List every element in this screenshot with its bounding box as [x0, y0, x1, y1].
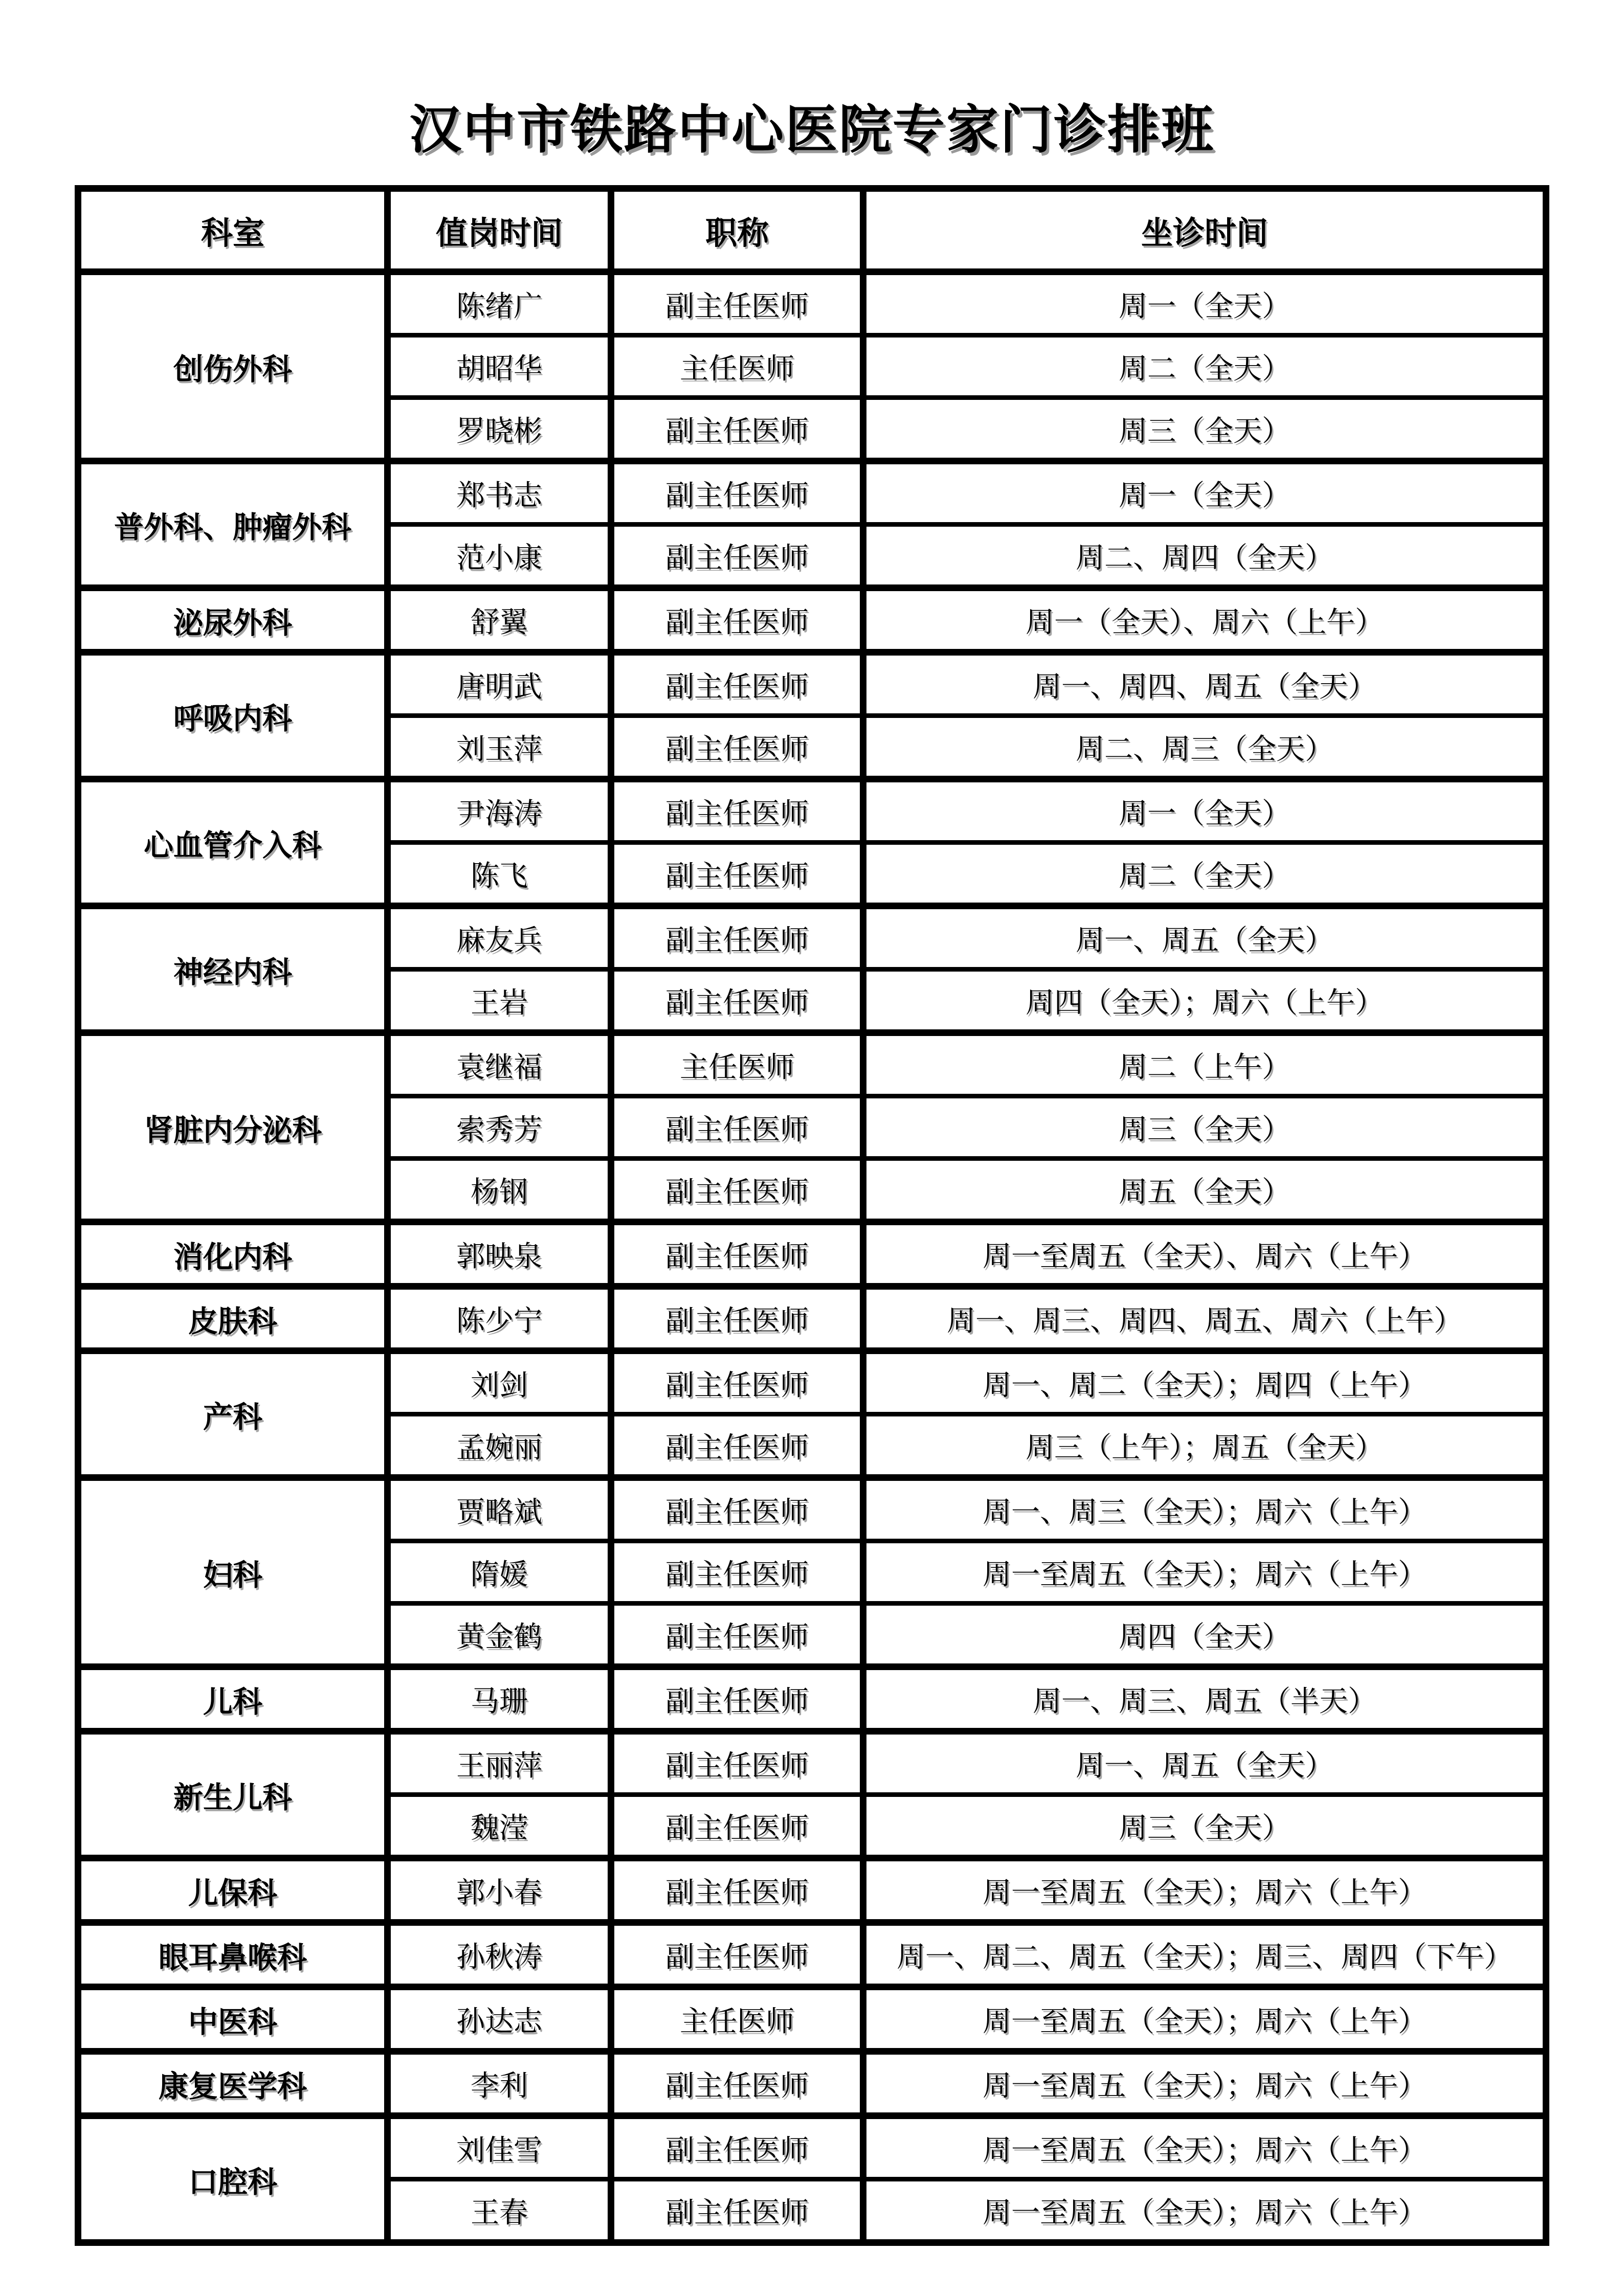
doctor-name-cell: 孙秋涛: [388, 1923, 611, 1987]
schedule-cell: 周一（全天）: [863, 461, 1546, 525]
table-row: [78, 1987, 1546, 2052]
table-row: [78, 906, 1546, 970]
schedule-cell: 周一（全天）: [863, 779, 1546, 843]
doctor-title-cell: 副主任医师: [611, 1096, 863, 1159]
schedule-cell: 周一至周五（全天）；周六（上午）: [863, 1987, 1546, 2052]
schedule-cell: 周一、周三（全天）；周六（上午）: [863, 1478, 1546, 1541]
header-row: [78, 189, 1546, 272]
schedule-cell: 周一、周四、周五（全天）: [863, 652, 1546, 716]
doctor-title-cell: 副主任医师: [611, 1414, 863, 1478]
department-cell: 新生儿科: [78, 1731, 388, 1858]
doctor-name-cell: 罗晓彬: [388, 398, 611, 461]
doctor-name-cell: 陈少宁: [388, 1287, 611, 1351]
schedule-cell: 周二（全天）: [863, 843, 1546, 906]
doctor-name-cell: 舒翼: [388, 588, 611, 652]
doctor-title-cell: 副主任医师: [611, 1667, 863, 1731]
doctor-title-cell: 副主任医师: [611, 906, 863, 970]
department-cell: 眼耳鼻喉科: [78, 1923, 388, 1987]
doctor-name-cell: 范小康: [388, 525, 611, 588]
table-row: [78, 588, 1546, 652]
doctor-title-cell: 副主任医师: [611, 1858, 863, 1923]
doctor-title-cell: 副主任医师: [611, 1541, 863, 1604]
column-header-title: 职称: [611, 189, 863, 272]
schedule-table-body: [78, 272, 1546, 2243]
doctor-name-cell: 刘剑: [388, 1351, 611, 1414]
schedule-cell: 周一、周五（全天）: [863, 1731, 1546, 1795]
doctor-name-cell: 索秀芳: [388, 1096, 611, 1159]
schedule-cell: 周一、周二（全天）；周四（上午）: [863, 1351, 1546, 1414]
table-row: [78, 2116, 1546, 2179]
schedule-cell: 周二、周三（全天）: [863, 716, 1546, 779]
page-title: 汉中市铁路中心医院专家门诊排班: [409, 102, 1215, 160]
schedule-cell: 周三（全天）: [863, 398, 1546, 461]
table-row: [78, 1858, 1546, 1923]
doctor-name-cell: 隋媛: [388, 1541, 611, 1604]
doctor-name-cell: 杨钢: [388, 1159, 611, 1222]
table-row: [78, 652, 1546, 716]
doctor-title-cell: 副主任医师: [611, 1795, 863, 1858]
doctor-title-cell: 副主任医师: [611, 779, 863, 843]
schedule-cell: 周一、周三、周五（半天）: [863, 1667, 1546, 1731]
doctor-name-cell: 胡昭华: [388, 335, 611, 398]
doctor-name-cell: 马珊: [388, 1667, 611, 1731]
table-row: [78, 1731, 1546, 1795]
doctor-title-cell: 副主任医师: [611, 398, 863, 461]
doctor-title-cell: 副主任医师: [611, 1287, 863, 1351]
schedule-cell: 周一至周五（全天）；周六（上午）: [863, 2116, 1546, 2179]
doctor-name-cell: 袁继福: [388, 1033, 611, 1096]
department-cell: 康复医学科: [78, 2052, 388, 2116]
department-cell: 皮肤科: [78, 1287, 388, 1351]
doctor-title-cell: 主任医师: [611, 1033, 863, 1096]
doctor-name-cell: 尹海涛: [388, 779, 611, 843]
schedule-cell: 周一至周五（全天）；周六（上午）: [863, 1541, 1546, 1604]
doctor-name-cell: 黄金鹤: [388, 1604, 611, 1667]
schedule-cell: 周一、周三、周四、周五、周六（上午）: [863, 1287, 1546, 1351]
department-cell: 口腔科: [78, 2116, 388, 2243]
table-row: [78, 1923, 1546, 1987]
doctor-title-cell: 副主任医师: [611, 272, 863, 335]
schedule-cell: 周一至周五（全天）；周六（上午）: [863, 2179, 1546, 2243]
table-row: [78, 461, 1546, 525]
column-header-consult-time: 坐诊时间: [863, 189, 1546, 272]
doctor-title-cell: 副主任医师: [611, 588, 863, 652]
table-row: [78, 1478, 1546, 1541]
department-cell: 消化内科: [78, 1222, 388, 1287]
department-cell: 妇科: [78, 1478, 388, 1667]
doctor-title-cell: 副主任医师: [611, 843, 863, 906]
schedule-table: [75, 185, 1549, 2246]
department-cell: 心血管介入科: [78, 779, 388, 906]
doctor-title-cell: 副主任医师: [611, 525, 863, 588]
doctor-name-cell: 郑书志: [388, 461, 611, 525]
doctor-name-cell: 孟婉丽: [388, 1414, 611, 1478]
department-cell: 产科: [78, 1351, 388, 1478]
doctor-title-cell: 副主任医师: [611, 1222, 863, 1287]
column-header-duty-time: 值岗时间: [388, 189, 611, 272]
schedule-cell: 周三（全天）: [863, 1096, 1546, 1159]
doctor-title-cell: 副主任医师: [611, 1604, 863, 1667]
schedule-cell: 周二（全天）: [863, 335, 1546, 398]
doctor-title-cell: 主任医师: [611, 1987, 863, 2052]
schedule-cell: 周三（上午）；周五（全天）: [863, 1414, 1546, 1478]
table-row: [78, 272, 1546, 335]
table-row: [78, 1033, 1546, 1096]
doctor-name-cell: 王春: [388, 2179, 611, 2243]
doctor-title-cell: 主任医师: [611, 335, 863, 398]
doctor-title-cell: 副主任医师: [611, 2116, 863, 2179]
doctor-title-cell: 副主任医师: [611, 2179, 863, 2243]
schedule-cell: 周一至周五（全天）；周六（上午）: [863, 2052, 1546, 2116]
schedule-cell: 周一至周五（全天）、周六（上午）: [863, 1222, 1546, 1287]
table-row: [78, 1287, 1546, 1351]
table-row: [78, 1667, 1546, 1731]
column-header-department: 科室: [78, 189, 388, 272]
schedule-cell: 周一、周五（全天）: [863, 906, 1546, 970]
department-cell: 肾脏内分泌科: [78, 1033, 388, 1222]
table-header: [78, 189, 1546, 272]
doctor-name-cell: 李利: [388, 2052, 611, 2116]
schedule-cell: 周四（全天）: [863, 1604, 1546, 1667]
department-cell: 创伤外科: [78, 272, 388, 461]
doctor-name-cell: 郭映泉: [388, 1222, 611, 1287]
doctor-title-cell: 副主任医师: [611, 1478, 863, 1541]
doctor-title-cell: 副主任医师: [611, 716, 863, 779]
table-row: [78, 779, 1546, 843]
doctor-title-cell: 副主任医师: [611, 1159, 863, 1222]
doctor-name-cell: 唐明武: [388, 652, 611, 716]
department-cell: 普外科、肿瘤外科: [78, 461, 388, 588]
doctor-title-cell: 副主任医师: [611, 652, 863, 716]
department-cell: 神经内科: [78, 906, 388, 1033]
department-cell: 儿保科: [78, 1858, 388, 1923]
doctor-name-cell: 麻友兵: [388, 906, 611, 970]
schedule-cell: 周一至周五（全天）；周六（上午）: [863, 1858, 1546, 1923]
table-row: [78, 2052, 1546, 2116]
doctor-title-cell: 副主任医师: [611, 970, 863, 1033]
doctor-name-cell: 王岩: [388, 970, 611, 1033]
doctor-title-cell: 副主任医师: [611, 1351, 863, 1414]
doctor-name-cell: 刘玉萍: [388, 716, 611, 779]
doctor-title-cell: 副主任医师: [611, 2052, 863, 2116]
table-row: [78, 1222, 1546, 1287]
doctor-title-cell: 副主任医师: [611, 1923, 863, 1987]
doctor-name-cell: 刘佳雪: [388, 2116, 611, 2179]
doctor-name-cell: 陈绪广: [388, 272, 611, 335]
schedule-cell: 周二、周四（全天）: [863, 525, 1546, 588]
doctor-title-cell: 副主任医师: [611, 461, 863, 525]
schedule-cell: 周一（全天）: [863, 272, 1546, 335]
department-cell: 泌尿外科: [78, 588, 388, 652]
department-cell: 中医科: [78, 1987, 388, 2052]
schedule-cell: 周一（全天）、周六（上午）: [863, 588, 1546, 652]
table-row: [78, 1351, 1546, 1414]
doctor-name-cell: 贾略斌: [388, 1478, 611, 1541]
doctor-name-cell: 郭小春: [388, 1858, 611, 1923]
department-cell: 儿科: [78, 1667, 388, 1731]
doctor-name-cell: 魏滢: [388, 1795, 611, 1858]
schedule-cell: 周一、周二、周五（全天）；周三、周四（下午）: [863, 1923, 1546, 1987]
department-cell: 呼吸内科: [78, 652, 388, 779]
schedule-cell: 周五（全天）: [863, 1159, 1546, 1222]
doctor-title-cell: 副主任医师: [611, 1731, 863, 1795]
doctor-name-cell: 孙达志: [388, 1987, 611, 2052]
doctor-name-cell: 陈飞: [388, 843, 611, 906]
schedule-cell: 周三（全天）: [863, 1795, 1546, 1858]
schedule-cell: 周二（上午）: [863, 1033, 1546, 1096]
doctor-name-cell: 王丽萍: [388, 1731, 611, 1795]
schedule-cell: 周四（全天）；周六（上午）: [863, 970, 1546, 1033]
